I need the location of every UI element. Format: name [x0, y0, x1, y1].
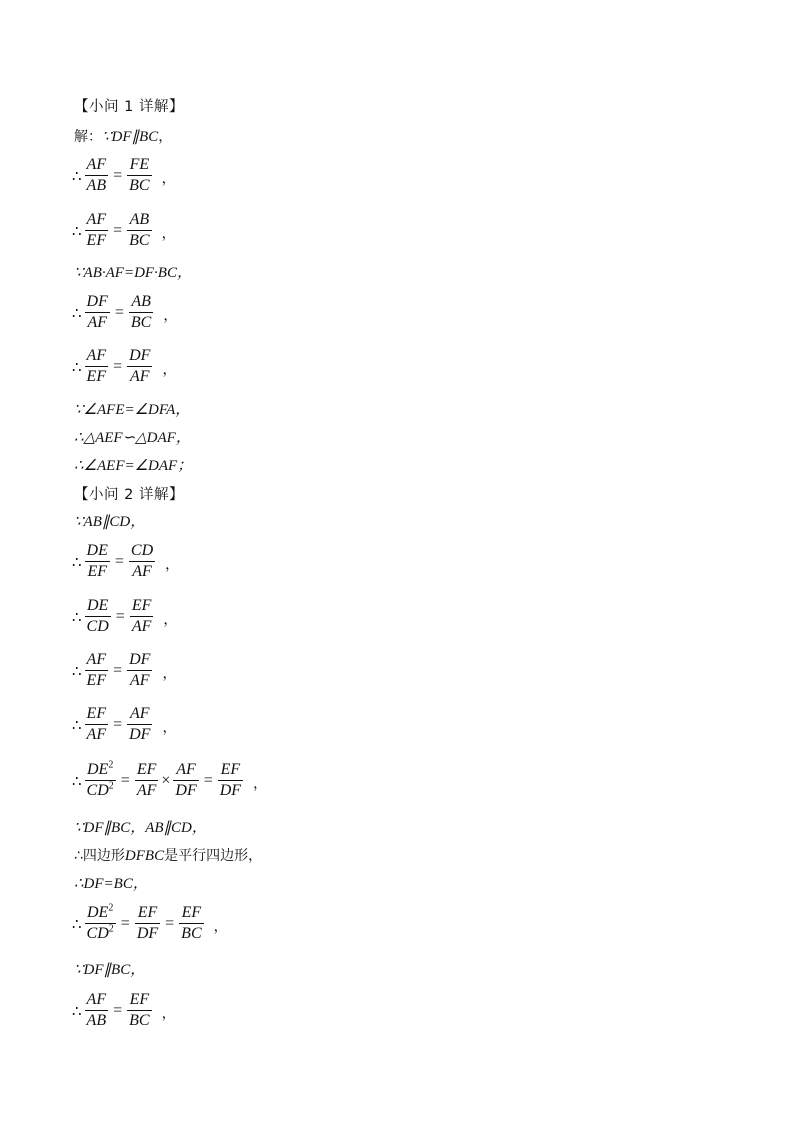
numerator: $DE^2$ — [87, 902, 114, 921]
numerator: FE — [129, 156, 150, 173]
numerator: AF — [86, 651, 107, 668]
therefore-symbol: ∴ — [72, 715, 82, 734]
equation-1 — [72, 155, 176, 196]
punctuation: ， — [161, 171, 176, 187]
fraction — [85, 990, 109, 1031]
therefore-symbol: ∴ — [72, 303, 82, 322]
denominator: AF — [136, 782, 157, 799]
equation-8 — [72, 704, 176, 745]
fraction — [85, 541, 110, 582]
equation-11 — [72, 990, 176, 1031]
equation-9 — [72, 760, 267, 801]
equals-sign: = — [113, 221, 123, 239]
denominator: AF — [87, 314, 107, 331]
fraction — [85, 903, 116, 944]
numerator: DF — [129, 651, 151, 668]
equation-4 — [72, 346, 176, 387]
numerator: DF — [86, 293, 108, 310]
denominator: AB — [86, 177, 107, 194]
punctuation: ， — [161, 1006, 176, 1022]
equals-sign: = — [120, 771, 130, 789]
math-text: DFBC — [124, 848, 165, 864]
denominator: BC — [129, 232, 150, 249]
exponent: 2 — [108, 902, 114, 914]
part1-heading: 【小问 1 详解】 — [74, 99, 184, 115]
therefore-symbol: ∴ — [72, 1001, 82, 1020]
solution-label: 解： — [74, 129, 102, 145]
denominator: AF — [130, 672, 150, 689]
equation-6 — [72, 596, 177, 637]
denominator: AF — [86, 726, 107, 743]
denominator: DF — [219, 782, 242, 799]
fraction — [127, 990, 151, 1031]
punctuation: ， — [213, 919, 228, 935]
fraction — [218, 760, 243, 801]
denominator: BC — [130, 314, 152, 331]
numerator: AF — [86, 991, 107, 1008]
denominator: EF — [87, 563, 107, 580]
fraction — [85, 346, 109, 387]
text: 是平行四边形， — [164, 848, 263, 864]
fraction — [85, 210, 109, 251]
numerator: EF — [181, 904, 202, 921]
punctuation: ， — [162, 362, 177, 378]
equals-sign: = — [120, 914, 130, 932]
numerator: AB — [129, 211, 150, 228]
equation-5 — [72, 541, 179, 582]
fraction — [85, 292, 110, 333]
numerator: EF — [137, 904, 158, 921]
denominator: DF — [136, 925, 159, 942]
part2-heading: 【小问 2 详解】 — [74, 487, 184, 503]
exponent: 2 — [108, 759, 114, 771]
equals-sign: = — [165, 914, 175, 932]
equals-sign: = — [113, 357, 123, 375]
denominator: BC — [181, 925, 202, 942]
therefore-symbol: ∴ — [72, 552, 82, 571]
equals-sign: = — [113, 166, 123, 184]
numerator: DF — [129, 347, 151, 364]
denominator: AF — [131, 618, 152, 635]
statement-angle-conclusion: ∴∠AEF=∠DAF； — [74, 458, 193, 474]
equals-sign: = — [115, 607, 125, 625]
punctuation: ， — [162, 666, 177, 682]
statement-df-parallel-bc — [74, 127, 172, 147]
fraction — [85, 596, 111, 637]
numerator: AF — [86, 347, 107, 364]
therefore-symbol: ∴ — [72, 661, 82, 680]
denominator: EF — [86, 368, 107, 385]
denominator: BC — [129, 177, 150, 194]
exponent: 2 — [108, 780, 114, 792]
therefore-symbol: ∴ — [72, 914, 82, 933]
fraction — [85, 650, 109, 691]
numerator: DE — [87, 597, 109, 614]
fraction — [127, 155, 151, 196]
denominator: AB — [86, 1012, 107, 1029]
fraction — [85, 155, 109, 196]
numerator: EF — [136, 761, 157, 778]
exponent: 2 — [108, 923, 114, 935]
punctuation: ， — [253, 776, 268, 792]
equals-sign: = — [113, 1001, 123, 1019]
punctuation: ， — [165, 557, 180, 573]
fraction — [129, 292, 153, 333]
numerator: $DE^2$ — [87, 759, 114, 778]
therefore-symbol: ∴ — [72, 166, 82, 185]
fraction — [179, 903, 203, 944]
fraction — [135, 760, 159, 801]
numerator: AF — [86, 156, 107, 173]
punctuation: ， — [162, 720, 177, 736]
statement-angle-equal: ∵∠AFE=∠DFA， — [74, 402, 191, 418]
denominator: DF — [175, 782, 197, 799]
punctuation: ， — [158, 129, 173, 145]
therefore-symbol: ∴ — [72, 771, 82, 790]
denominator: BC — [129, 1012, 150, 1029]
denominator: DF — [129, 726, 151, 743]
fraction — [173, 760, 198, 801]
equals-sign: = — [203, 771, 213, 789]
equation-7 — [72, 650, 176, 691]
numerator: AB — [131, 293, 151, 310]
text: ∴四边形 — [74, 848, 125, 864]
fraction — [135, 903, 160, 944]
math-text: ∵DF∥BC — [102, 129, 159, 145]
statement-similar-triangles: ∴△AEF∽△DAF， — [74, 430, 191, 446]
fraction — [85, 760, 116, 801]
denominator: EF — [86, 232, 107, 249]
fraction — [127, 210, 151, 251]
therefore-symbol: ∴ — [72, 221, 82, 240]
statement-df-parallel-bc-2: ∵DF∥BC， — [74, 962, 146, 978]
denominator: CD — [86, 618, 109, 635]
punctuation: ， — [163, 612, 178, 628]
therefore-symbol: ∴ — [72, 357, 82, 376]
numerator: EF — [220, 761, 241, 778]
denominator: AF — [130, 368, 150, 385]
statement-ab-parallel-cd: ∵AB∥CD， — [74, 514, 146, 530]
numerator: DE — [86, 542, 108, 559]
numerator: EF — [131, 597, 152, 614]
punctuation: ， — [163, 308, 178, 324]
punctuation: ， — [161, 226, 176, 242]
fraction — [127, 650, 152, 691]
statement-parallels: ∵DF∥BC，AB∥CD， — [74, 820, 207, 836]
numerator: EF — [129, 991, 150, 1008]
equation-3 — [72, 292, 177, 333]
equals-sign: = — [114, 552, 124, 570]
denominator: $CD^2$ — [86, 780, 114, 799]
times-sign: × — [161, 771, 171, 789]
numerator: AF — [130, 705, 150, 722]
numerator: AF — [176, 761, 196, 778]
equation-2 — [72, 210, 176, 251]
statement-parallelogram — [74, 846, 262, 866]
denominator: EF — [86, 672, 107, 689]
numerator: AF — [86, 211, 107, 228]
equation-10 — [72, 903, 228, 944]
equals-sign: = — [113, 661, 123, 679]
fraction — [129, 541, 155, 582]
therefore-symbol: ∴ — [72, 607, 82, 626]
equals-sign: = — [114, 303, 124, 321]
numerator: EF — [86, 705, 107, 722]
fraction — [127, 346, 152, 387]
numerator: CD — [130, 542, 154, 559]
statement-ab-af: ∵AB·AF=DF·BC， — [74, 265, 192, 281]
statement-df-equals-bc: ∴DF=BC， — [74, 876, 148, 892]
denominator: $CD^2$ — [86, 923, 114, 942]
fraction — [85, 704, 109, 745]
denominator: AF — [132, 563, 152, 580]
equals-sign: = — [113, 715, 123, 733]
fraction — [127, 704, 152, 745]
fraction — [130, 596, 154, 637]
